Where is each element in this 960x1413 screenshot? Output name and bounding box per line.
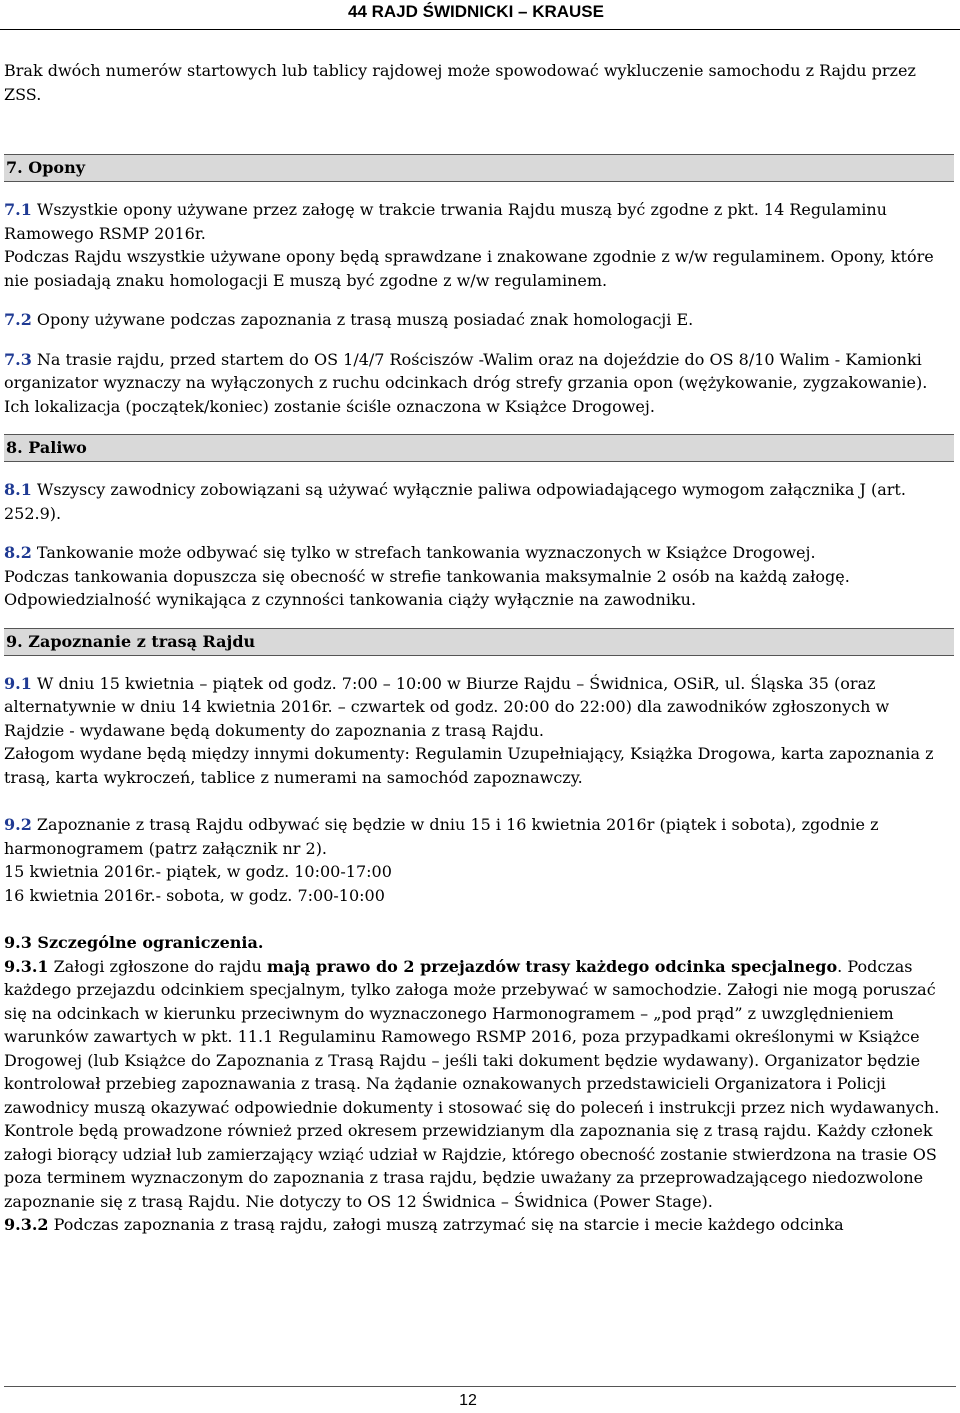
schedule-line-2: 16 kwietnia 2016r.- sobota, w godz. 7:00-10:00 [4, 885, 385, 905]
page-body [4, 59, 954, 1237]
paragraph-text: Zapoznanie z trasą Rajdu odbywać się będzie w dniu 15 i 16 kwietnia 2016r (piątek i sobota), zgodnie z harmonogramem (patrz załącznik nr 2). [4, 815, 879, 858]
paragraph-7-3 [4, 348, 954, 419]
document-title: 44 RAJD ŚWIDNICKI – KRAUSE [348, 2, 604, 21]
paragraph-7-1 [4, 198, 954, 245]
schedule-line-1: 15 kwietnia 2016r.- piątek, w godz. 10:00-17:00 [4, 862, 392, 881]
paragraph-number: 8.1 [4, 480, 32, 499]
paragraph-text: Opony używane podczas zapoznania z trasą muszą posiadać znak homologacji E. [31, 310, 694, 329]
paragraph-text: Podczas zapoznania z trasą rajdu, załogi muszą zatrzymać się na starcie i mecie każdego odcinka [48, 1215, 844, 1234]
paragraph-number: 9.3.2 [4, 1215, 49, 1234]
paragraph-9-3-1 [4, 955, 954, 1214]
paragraph-9-3-2 [4, 1213, 954, 1237]
section-8-heading: 8. Paliwo [4, 434, 954, 462]
section-7-heading: 7. Opony [4, 154, 954, 182]
paragraph-text: W dniu 15 kwietnia – piątek od godz. 7:00 – 10:00 w Biurze Rajdu – Świdnica, OSiR, ul. Śląska 35 (oraz alternatywnie w dniu 14 kwietnia 2016r. – czwartek od godz. 20:00 do 22:00) dla zawodników zgłoszonych w Rajdzie - wydawane będą dokumenty do zapoznania z trasą Rajdu. [4, 673, 890, 740]
paragraph-9-2 [4, 813, 954, 860]
paragraph-number: 7.3 [4, 349, 32, 369]
paragraph-7-2 [4, 308, 954, 332]
page-footer [0, 1386, 960, 1413]
footer-rule [4, 1386, 956, 1387]
header-rule [0, 29, 960, 30]
running-header [0, 0, 960, 32]
page-number: 12 [459, 1392, 477, 1409]
paragraph-number: 7.1 [4, 200, 32, 219]
section-9-heading: 9. Zapoznanie z trasą Rajdu [4, 628, 954, 656]
intro-paragraph: Brak dwóch numerów startowych lub tablicy rajdowej może spowodować wykluczenie samochodu z Rajdu przez ZSS. [4, 61, 916, 104]
paragraph-text: Na trasie rajdu, przed startem do OS 1/4/7 Rościszów -Walim oraz na dojeździe do OS 8/10 Walim - Kamionki organizator wyznaczy na wyłączonych z ruchu odcinkach dróg strefy grzania opon (wężykowanie, zygzakowanie). Ich lokalizacja (początek/koniec) zostanie ściśle oznaczona w Książce Drogowej. [4, 349, 928, 416]
paragraph-text: Wszystkie opony używane przez załogę w trakcie trwania Rajdu muszą być zgodne z pkt. 14 Regulaminu Ramowego RSMP 2016r. [4, 200, 887, 243]
paragraph-9-1 [4, 672, 954, 743]
paragraph-8-2-line-2: Podczas tankowania dopuszcza się obecność w strefie tankowania maksymalnie 2 osób na każdą załogę. [4, 566, 850, 586]
paragraph-number: 9.1 [4, 673, 32, 693]
paragraph-number: 7.2 [4, 310, 32, 329]
paragraph-lead: Załogi zgłoszone do rajdu [48, 956, 267, 976]
paragraph-text: Wszyscy zawodnicy zobowiązani są używać wyłącznie paliwa odpowiadającego wymogom załącznika J (art. 252.9). [4, 480, 906, 523]
paragraph-text: Tankowanie może odbywać się tylko w strefach tankowania wyznaczonych w Książce Drogowej. [31, 543, 816, 562]
paragraph-number: 9.3.1 [4, 956, 49, 976]
paragraph-8-2 [4, 541, 954, 565]
paragraph-number: 9.2 [4, 815, 32, 834]
paragraph-text: . Podczas każdego przejazdu odcinkiem specjalnym, tylko załoga może przebywać w samochodzie. Załogi nie mogą poruszać się na odcinkach w kierunku przeciwnym do wyznaczonego Harmonogramem – „pod prąd” z uwzględnieniem warunków zawartych w pkt. 11.1 Regulaminu Ramowego RSMP 2016, poza przypadkami określonymi w Książce Drogowej (lub Książce do Zapoznania z Trasą Rajdu – jeśli taki dokument będzie wydawany). Organizator będzie kontrolował przebieg zapoznawania z trasą. Na żądanie oznakowanych przedstawicieli Organizatora i Policji zawodnicy muszą okazywać odpowiednie dokumenty i stosować się do poleceń i instrukcji przez nich wydawanych. Kontrole będą prowadzone również przed okresem przewidzianym dla zapoznania się z trasą rajdu. Każdy członek załogi biorący udział lub zamierzający wziąć udział w Rajdzie, którego obecność zostanie stwierdzona na trasie OS poza terminem wyznaczonym do zapoznania z trasa rajdu, będzie uważany za przeprowadzającego niedozwolone zapoznanie się z trasą Rajdu. Nie dotyczy to OS 12 Świdnica – Świdnica (Power Stage). [4, 956, 940, 1211]
paragraph-7-1-continued: Podczas Rajdu wszystkie używane opony będą sprawdzane i znakowane zgodnie z w/w regulaminem. Opony, które nie posiadają znaku homologacji E muszą być zgodne z w/w regulaminem. [4, 247, 934, 290]
paragraph-9-1-continued: Załogom wydane będą między innymi dokumenty: Regulamin Uzupełniający, Książka Drogowa, karta zapoznania z trasą, karta wykroczeń, tablice z numerami na samochód zapoznawczy. [4, 744, 934, 787]
paragraph-8-1 [4, 478, 954, 525]
paragraph-number: 8.2 [4, 543, 32, 562]
paragraph-8-2-line-3: Odpowiedzialność wynikająca z czynności tankowania ciąży wyłącznie na zawodniku. [4, 590, 697, 609]
subsection-9-3-heading: 9.3 Szczególne ograniczenia. [4, 933, 264, 952]
paragraph-emphasis: mają prawo do 2 przejazdów trasy każdego odcinka specjalnego [266, 956, 838, 976]
